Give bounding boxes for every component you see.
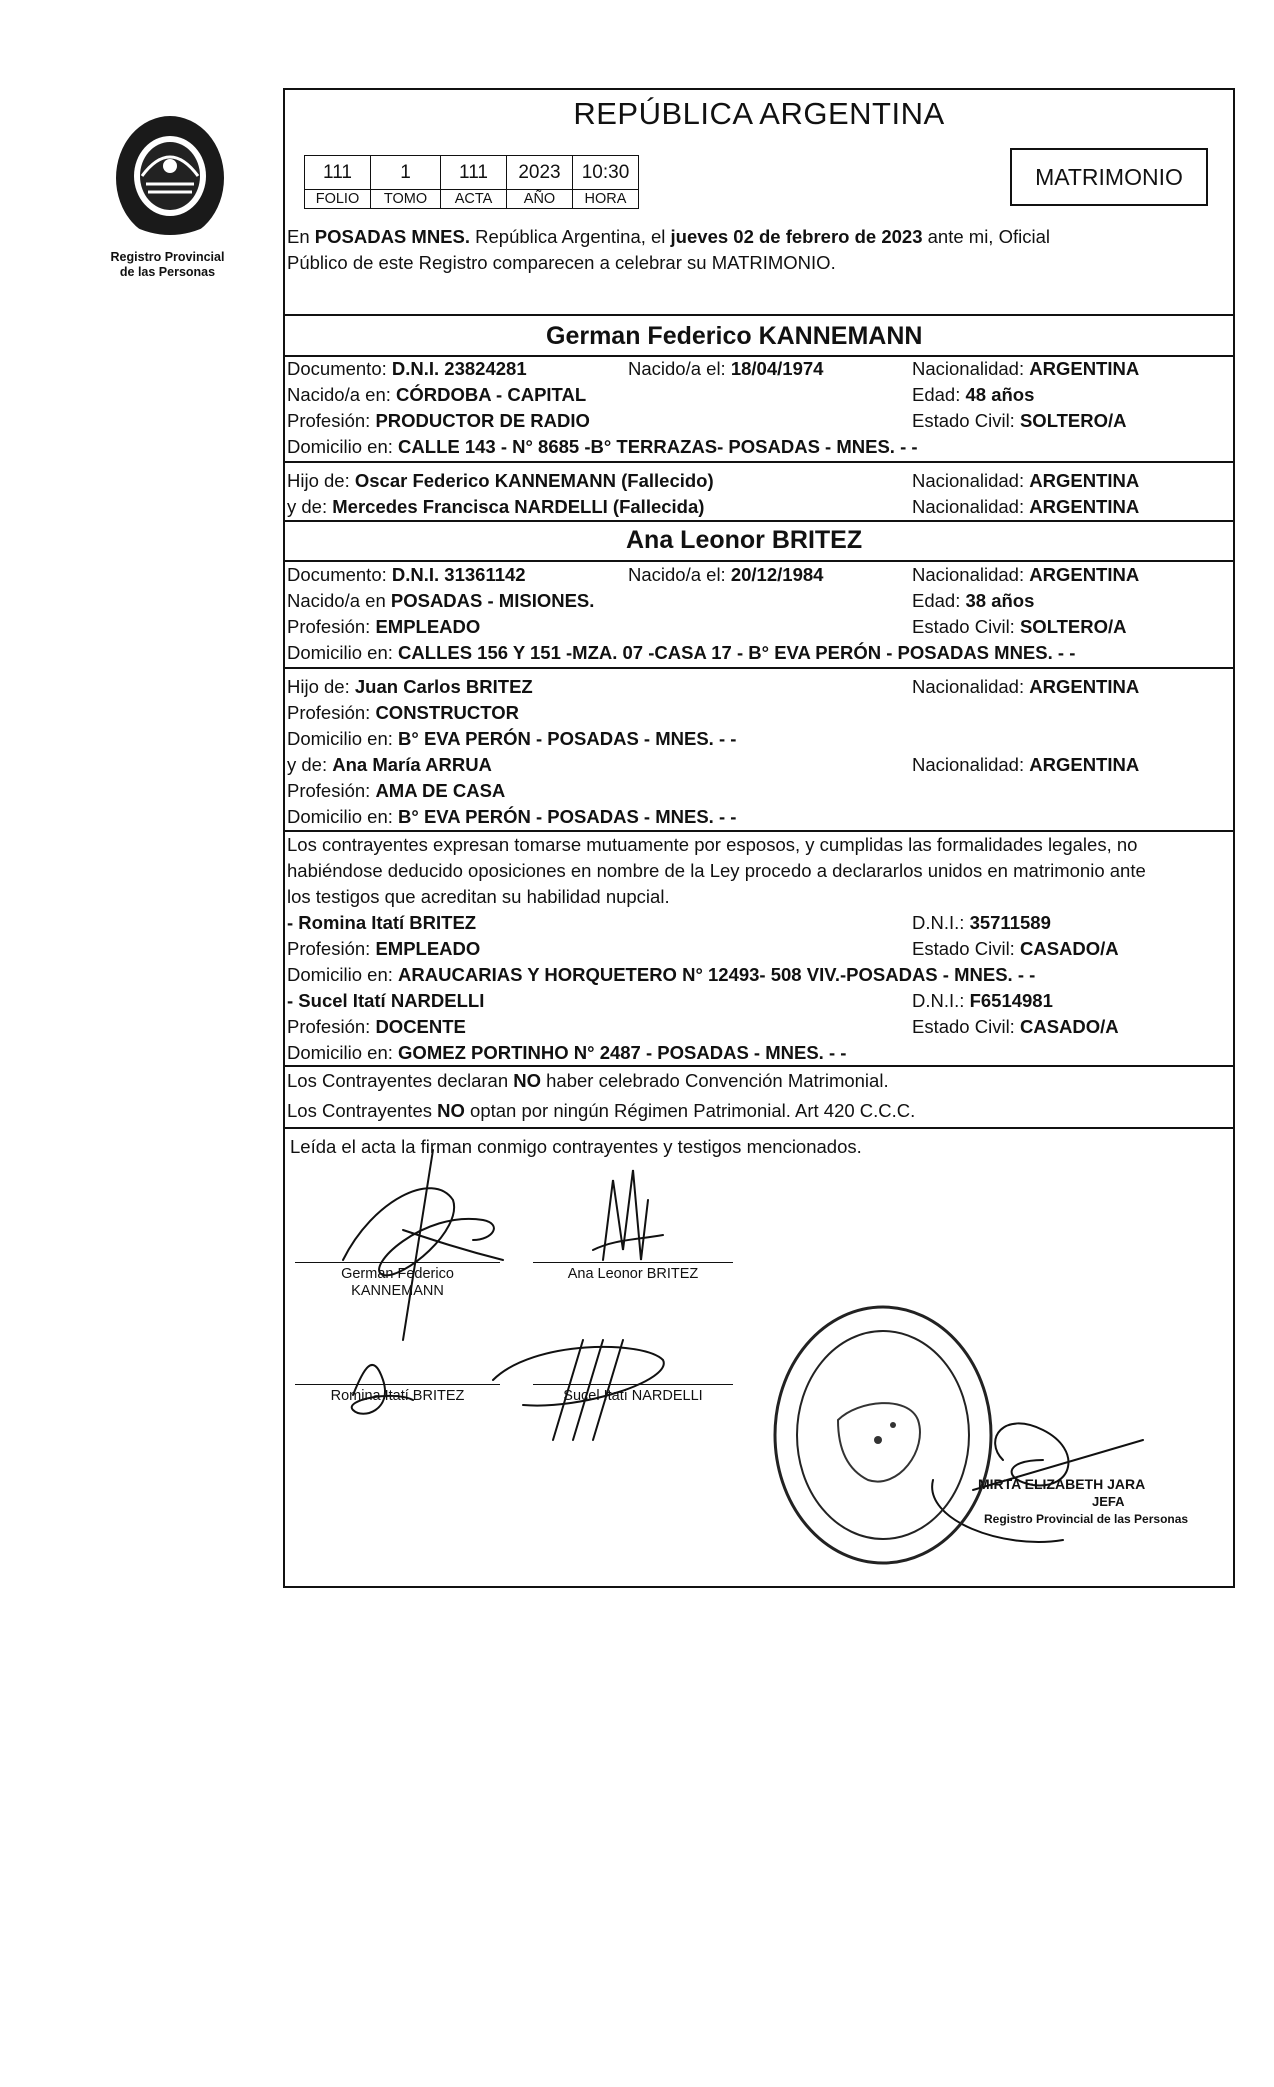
officer-organization: Registro Provincial de las Personas [984,1512,1189,1526]
intro-line-1: En POSADAS MNES. República Argentina, el jueves 02 de febrero de 2023 ante mi, Oficial [287,226,1050,247]
groom-father-nationality: Nacionalidad: ARGENTINA [912,470,1140,491]
witness-1-name: - Romina Itatí BRITEZ [287,912,477,933]
convention-line-1: Los Contrayentes declaran NO haber celebrado Convención Matrimonial. [287,1070,889,1091]
bride-mother-nationality: Nacionalidad: ARGENTINA [912,754,1140,775]
witness-2-address: Domicilio en: GOMEZ PORTINHO N° 2487 - POSADAS - MNES. - - [287,1042,847,1063]
officer-title: JEFA [1092,1494,1125,1509]
bride-mother-profession: Profesión: AMA DE CASA [287,780,506,801]
bride-nationality: Nacionalidad: ARGENTINA [912,564,1140,585]
tomo-label: TOMO [371,190,441,209]
intro-line-2: Público de este Registro comparecen a celebrar su MATRIMONIO. [287,252,836,273]
tomo-value: 1 [371,156,441,190]
officer-name: MIRTA ELIZABETH JARA [978,1476,1146,1492]
provincial-coat-of-arms-icon [108,110,233,250]
signature-line [295,1384,500,1385]
divider [283,1127,1235,1129]
year-label: AÑO [507,190,573,209]
divider [283,560,1235,562]
registry-logo [108,110,233,250]
bride-father-profession: Profesión: CONSTRUCTOR [287,702,519,723]
divider [283,355,1235,357]
groom-name: German Federico KANNEMANN [546,322,923,350]
bride-signature-caption: Ana Leonor BRITEZ [567,1266,699,1282]
groom-signature-caption: German Federico KANNEMANN [341,1266,454,1299]
bride-mother: y de: Ana María ARRUA [287,754,492,775]
bride-birthplace: Nacido/a en POSADAS - MISIONES. [287,590,595,611]
groom-profession: Profesión: PRODUCTOR DE RADIO [287,410,590,431]
round-stamp-icon [768,1300,998,1570]
divider [283,461,1235,463]
witness-1-dni: D.N.I.: 35711589 [912,912,1051,933]
bride-document: Documento: D.N.I. 31361142 [287,564,526,585]
folio-value: 111 [305,156,371,190]
groom-nationality: Nacionalidad: ARGENTINA [912,358,1140,379]
folio-label: FOLIO [305,190,371,209]
closing-text: Leída el acta la firman conmigo contrayentes y testigos mencionados. [290,1136,862,1157]
groom-civil-status: Estado Civil: SOLTERO/A [912,410,1127,431]
bride-father: Hijo de: Juan Carlos BRITEZ [287,676,533,697]
signature-line [295,1262,500,1263]
groom-mother: y de: Mercedes Francisca NARDELLI (Fallecida) [287,496,705,517]
groom-address: Domicilio en: CALLE 143 - N° 8685 -B° TERRAZAS- POSADAS - MNES. - - [287,436,918,457]
bride-name: Ana Leonor BRITEZ [626,526,863,554]
hour-value: 10:30 [573,156,639,190]
witness-2-signature-caption: Sucel Itatí NARDELLI [563,1388,703,1404]
year-value: 2023 [507,156,573,190]
bride-profession: Profesión: EMPLEADO [287,616,481,637]
bride-father-nationality: Nacionalidad: ARGENTINA [912,676,1140,697]
witness-2-civil-status: Estado Civil: CASADO/A [912,1016,1119,1037]
groom-age: Edad: 48 años [912,384,1035,405]
divider [283,520,1235,522]
official-seal [768,1300,998,1570]
bride-father-address: Domicilio en: B° EVA PERÓN - POSADAS - MNES. - - [287,728,737,749]
witness-2-profession: Profesión: DOCENTE [287,1016,466,1037]
divider [283,667,1235,669]
divider [283,314,1235,316]
acta-value: 111 [441,156,507,190]
groom-father: Hijo de: Oscar Federico KANNEMANN (Fallecido) [287,470,714,491]
declaration-line-2: habiéndose deducido oposiciones en nombre de la Ley procedo a declararlos unidos en matrimonio ante [287,860,1146,881]
declaration-line-1: Los contrayentes expresan tomarse mutuamente por esposos, y cumplidas las formalidades legales, no [287,834,1138,855]
groom-birthdate: Nacido/a el: 18/04/1974 [628,358,824,379]
signature-line [533,1262,733,1263]
witness-2-dni: D.N.I.: F6514981 [912,990,1053,1011]
declaration-line-3: los testigos que acreditan su habilidad nupcial. [287,886,670,907]
act-type: MATRIMONIO [1035,163,1183,190]
witness-1-signature-caption: Romina Itatí BRITEZ [330,1388,465,1404]
groom-mother-nationality: Nacionalidad: ARGENTINA [912,496,1140,517]
divider [283,830,1235,832]
document-title: REPÚBLICA ARGENTINA [573,96,945,131]
act-type-box [1010,148,1208,206]
bride-civil-status: Estado Civil: SOLTERO/A [912,616,1127,637]
groom-document: Documento: D.N.I. 23824281 [287,358,527,379]
signature-line [533,1384,733,1385]
acta-label: ACTA [441,190,507,209]
witness-1-civil-status: Estado Civil: CASADO/A [912,938,1119,959]
bride-address: Domicilio en: CALLES 156 Y 151 -MZA. 07 -CASA 17 - B° EVA PERÓN - POSADAS MNES. - - [287,642,1076,663]
registry-table [304,155,639,209]
witness-2-name: - Sucel Itatí NARDELLI [287,990,485,1011]
groom-birthplace: Nacido/a en: CÓRDOBA - CAPITAL [287,384,587,405]
hour-label: HORA [573,190,639,209]
divider [283,1065,1235,1067]
bride-age: Edad: 38 años [912,590,1035,611]
witness-1-profession: Profesión: EMPLEADO [287,938,481,959]
witness-1-address: Domicilio en: ARAUCARIAS Y HORQUETERO N° 12493- 508 VIV.-POSADAS - MNES. - - [287,964,1036,985]
bride-birthdate: Nacido/a el: 20/12/1984 [628,564,824,585]
convention-line-2: Los Contrayentes NO optan por ningún Régimen Patrimonial. Art 420 C.C.C. [287,1100,916,1121]
bride-mother-address: Domicilio en: B° EVA PERÓN - POSADAS - MNES. - - [287,806,737,827]
logo-caption: Registro Provincial de las Personas [110,250,225,279]
